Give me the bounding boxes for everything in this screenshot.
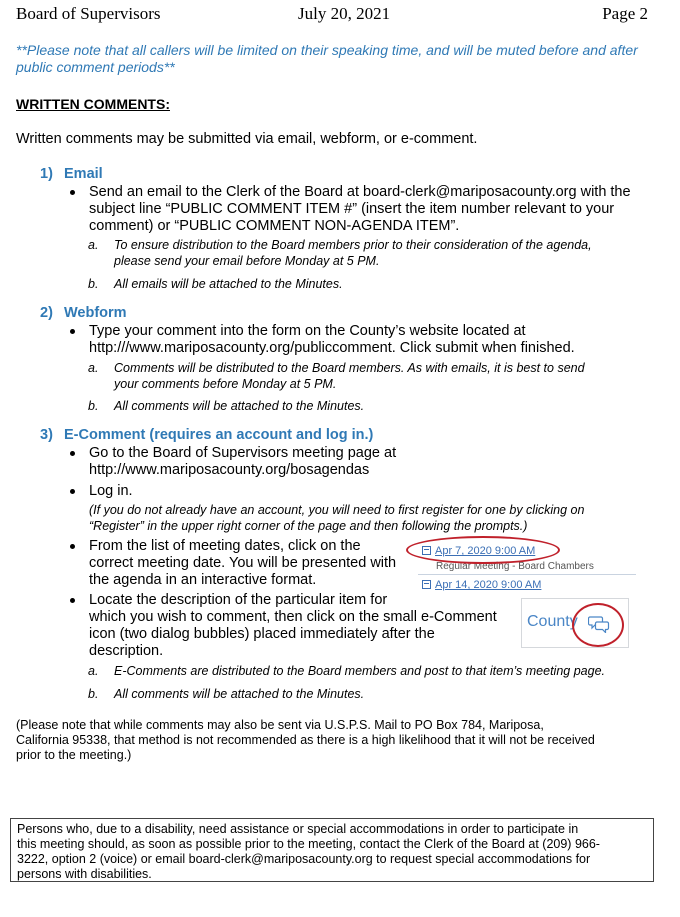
sub-line: All emails will be attached to the Minutes. xyxy=(114,277,343,291)
notice-line: persons with disabilities. xyxy=(17,867,152,881)
bullet-dot xyxy=(70,329,75,334)
notice-line: Persons who, due to a disability, need assistance or special accommodations in order to participate in xyxy=(17,822,579,836)
bullet-line: Type your comment into the form on the County’s website located at xyxy=(89,323,526,339)
meeting-location: Regular Meeting - Board Chambers xyxy=(436,561,594,572)
bullet-line: http://www.mariposacounty.org/bosagendas xyxy=(89,462,370,478)
bullet-line: correct meeting date. You will be presented with xyxy=(89,555,397,571)
sub-line: your comments before Monday at 5 PM. xyxy=(114,377,337,391)
mail-note-line: California 95338, that method is not recommended as there is a high likelihood that it will not be received xyxy=(16,733,595,747)
written-comments-heading: WRITTEN COMMENTS: xyxy=(16,96,170,112)
section-number: 3) xyxy=(40,427,53,443)
bullet-line: description. xyxy=(89,643,164,659)
bullet-line: Go to the Board of Supervisors meeting page at xyxy=(89,445,397,461)
note-line: “Register” in the upper right corner of the page and then following the prompts.) xyxy=(89,519,528,533)
sub-line: All comments will be attached to the Minutes. xyxy=(114,687,365,701)
caller-note: **Please note that all callers will be limited on their speaking time, and will be muted before and after public comment periods** xyxy=(16,42,638,75)
header-org: Board of Supervisors xyxy=(16,4,161,23)
section-ecomment-heading xyxy=(40,427,373,443)
sub-line: E-Comments are distributed to the Board members and post to that item’s meeting page. xyxy=(114,664,605,678)
bullet-dot xyxy=(70,489,75,494)
sub-line: Comments will be distributed to the Board members. As with emails, it is best to send xyxy=(114,361,585,375)
notice-line: this meeting should, as soon as possible prior to the meeting, contact the Clerk of the Board at (209) 966- xyxy=(17,837,600,851)
sub-letter: a. xyxy=(88,238,99,252)
section-title: Email xyxy=(64,166,103,182)
bullet-line: Log in. xyxy=(89,483,133,499)
sub-letter: a. xyxy=(88,664,99,678)
bullet-line: the agenda in an interactive format. xyxy=(89,572,317,588)
sub-letter: a. xyxy=(88,361,99,375)
county-link-text: County xyxy=(527,613,578,630)
accessibility-notice xyxy=(10,818,654,882)
section-webform-heading xyxy=(40,305,127,321)
meeting-row[interactable] xyxy=(422,579,541,591)
sub-line: please send your email before Monday at 5 PM. xyxy=(114,254,380,268)
meeting-date-link[interactable]: Apr 14, 2020 9:00 AM xyxy=(435,579,542,591)
bullet-line: Send an email to the Clerk of the Board at board-clerk@mariposacounty.org with the xyxy=(89,184,631,200)
mail-note xyxy=(16,718,656,763)
bullet-dot xyxy=(70,598,75,603)
bullet-dot xyxy=(70,544,75,549)
page-header xyxy=(16,4,648,24)
header-page-number: Page 2 xyxy=(602,4,648,23)
bullet-line: Locate the description of the particular item for xyxy=(89,592,388,608)
highlight-ring xyxy=(572,603,624,647)
calendar-icon xyxy=(422,580,431,589)
bullet-line: http:///www.mariposacounty.org/publiccomment. Click submit when finished. xyxy=(89,340,575,356)
mail-note-line: (Please note that while comments may also be sent via U.S.P.S. Mail to PO Box 784, Mariposa, xyxy=(16,718,544,732)
bullet-line: icon (two dialog bubbles) placed immediately after the xyxy=(89,626,435,642)
mail-note-line: prior to the meeting.) xyxy=(16,748,132,762)
meeting-date-link[interactable]: Apr 7, 2020 9:00 AM xyxy=(435,545,536,557)
written-comments-intro: Written comments may be submitted via email, webform, or e-comment. xyxy=(16,131,478,147)
bullet-line: comment) or “PUBLIC COMMENT NON-AGENDA ITEM”. xyxy=(89,218,460,234)
bullet-line: which you wish to comment, then click on the small e-Comment xyxy=(89,609,497,625)
notice-line: 3222, option 2 (voice) or email board-clerk@mariposacounty.org to request special accommodations for xyxy=(17,852,591,866)
section-number: 1) xyxy=(40,166,53,182)
section-email-heading xyxy=(40,166,103,182)
sub-line: To ensure distribution to the Board members prior to their consideration of the agenda, xyxy=(114,238,592,252)
header-date: July 20, 2021 xyxy=(298,4,391,23)
section-number: 2) xyxy=(40,305,53,321)
bullet-dot xyxy=(70,190,75,195)
highlight-ring xyxy=(406,536,560,564)
sub-line: All comments will be attached to the Minutes. xyxy=(114,399,365,413)
section-title: E-Comment (requires an account and log in.) xyxy=(64,427,374,443)
section-title: Webform xyxy=(64,305,127,321)
sub-letter: b. xyxy=(88,399,99,413)
bullet-dot xyxy=(70,451,75,456)
bullet-line: From the list of meeting dates, click on the xyxy=(89,538,361,554)
note-line: (If you do not already have an account, you will need to first register for one by clicking on xyxy=(89,503,585,517)
row-divider xyxy=(418,574,636,575)
bullet-line: subject line “PUBLIC COMMENT ITEM #” (insert the item number relevant to your xyxy=(89,201,615,217)
sub-letter: b. xyxy=(88,277,99,291)
sub-letter: b. xyxy=(88,687,99,701)
